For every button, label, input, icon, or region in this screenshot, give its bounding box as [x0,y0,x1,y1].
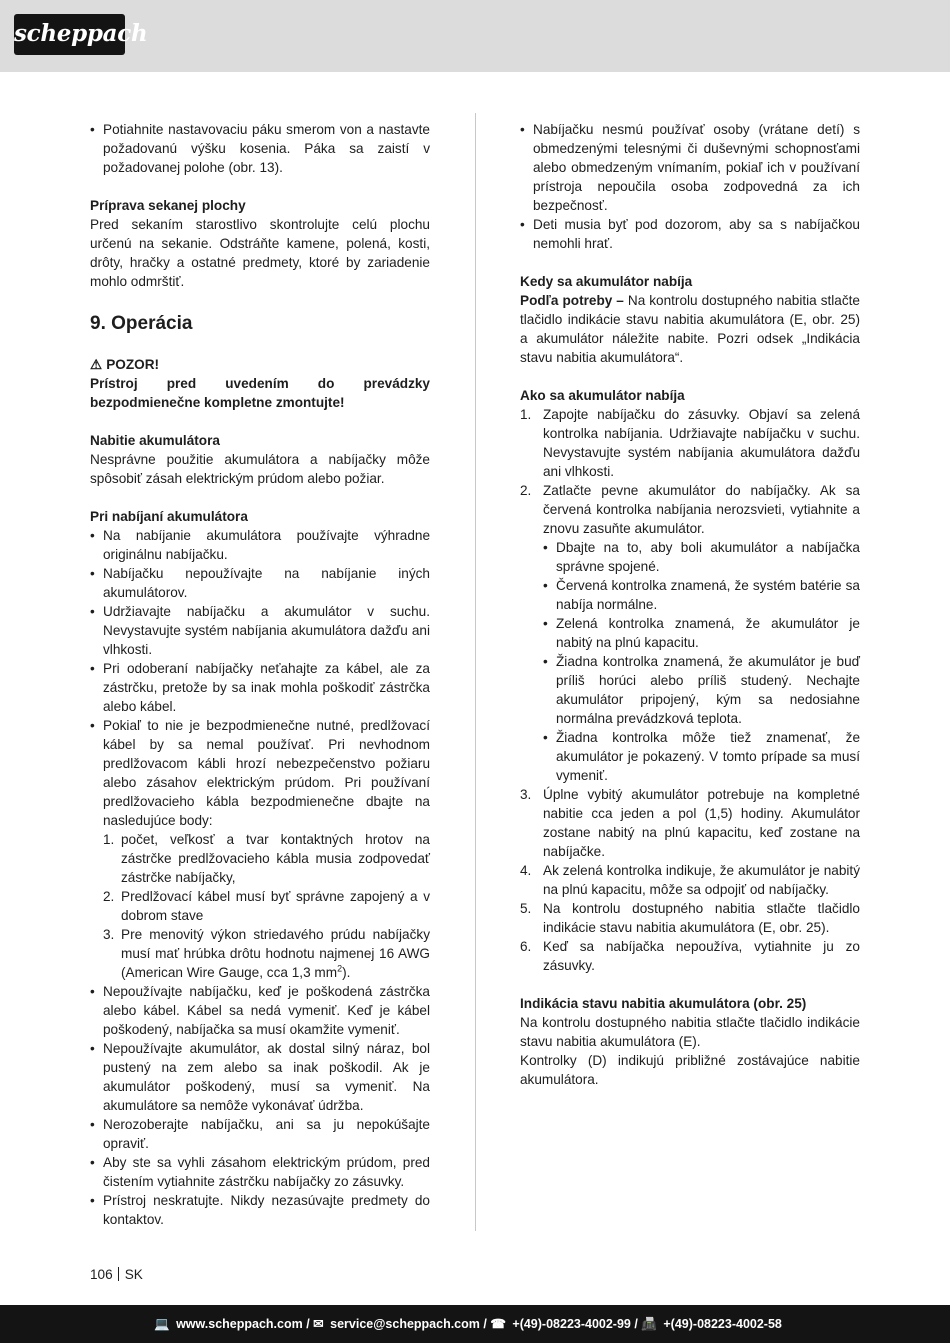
paragraph: Nesprávne použitie akumulátora a nabíjačky môže spôsobiť zásah elektrickým prúdom alebo požiar. [90,452,430,486]
bullet-list [543,538,860,785]
item-number: 4. [520,863,532,878]
list-item [103,925,430,982]
fax-icon: 📠 [641,1317,657,1331]
paragraph: Kontrolky (D) indikujú približné zostávajúce nabitie akumulátora. [520,1053,860,1087]
item-text: Zapojte nabíjačku do zásuvky. Objaví sa zelená kontrolka nabíjania. Udržiavajte nabíjačku v suchu. Nevystavujte systém nabíjania akumulátora dažďu ani vlhkosti. [543,407,860,479]
item-text: Zatlačte pevne akumulátor do nabíjačky. Ak sa červená kontrolka nabíjania nerozsvieti, vytiahnite a znovu zasuňte akumulátor. [543,483,860,536]
list-item [520,861,860,899]
header-bar [0,0,950,72]
paragraph-text: Na kontrolu dostupného nabitia stlačte tlačidlo indikácie stavu nabitia akumulátora (E, obr. 25) a akumulátor náležite nabite. Pozri odsek „Indikácia stavu nabitia akumulátora“. [520,293,860,365]
page-number: 106 [90,1267,113,1282]
numbered-list [103,830,430,982]
paragraph [520,291,860,367]
list-item: • Žiadna kontrolka môže tiež znamenať, že akumulátor je pokazený. V tomto prípade sa musí vymeniť. [543,728,860,785]
list-item: • Pri odoberaní nabíjačky neťahajte za kábel, ale za zástrčku, pretože by sa inak mohla poškodiť zástrčka alebo kábel. [90,659,430,716]
footer-separator [118,1267,119,1281]
list-item: • Nerozoberajte nabíjačku, ani sa ju nepokúšajte opraviť. [90,1115,430,1153]
list-item [520,481,860,785]
paragraph: Na kontrolu dostupného nabitia stlačte tlačidlo indikácie stavu nabitia akumulátora (E). [520,1015,860,1049]
list-item: • Deti musia byť pod dozorom, aby sa s nabíjačkou nemohli hrať. [520,215,860,253]
item-text: Ak zelená kontrolka indikuje, že akumulátor je nabitý na plnú kapacitu, môže sa odpojiť od nabíjačky. [543,863,860,897]
list-item: • Žiadna kontrolka znamená, že akumulátor je buď príliš horúci alebo príliš studený. Nechajte akumulátor pripojený, kým sa nedosiahne normálna prevádzková teplota. [543,652,860,728]
item-text: počet, veľkosť a tvar kontaktných hrotov na zástrčke predlžovacieho kábla musia zodpovedať zástrčke nabíjačky, [121,832,430,885]
list-item: • Na nabíjanie akumulátora používajte výhradne originálnu nabíjačku. [90,526,430,564]
language-code: SK [124,1267,143,1282]
computer-icon: 💻 [154,1317,170,1331]
item-number: 2. [103,889,115,904]
section-heading: Kedy sa akumulátor nabíja [520,274,693,289]
numbered-list [520,405,860,975]
paragraph: Pred sekaním starostlivo skontrolujte celú plochu určenú na sekanie. Odstráňte kamene, polená, kosti, drôty, hračky a ostatné predmety, ktoré by zariadenie mohlo odmrštiť. [90,217,430,289]
list-item: • Červená kontrolka znamená, že systém batérie sa nabíja normálne. [543,576,860,614]
superscript: 2 [337,963,343,974]
list-item: • Zelená kontrolka znamená, že akumulátor je nabitý na plnú kapacitu. [543,614,860,652]
warning-label: POZOR! [106,357,160,372]
list-item [103,887,430,925]
list-item: • Dbajte na to, aby boli akumulátor a nabíjačka správne spojené. [543,538,860,576]
list-item [520,405,860,481]
item-text: Na kontrolu dostupného nabitia stlačte tlačidlo indikácie stavu nabitia akumulátora (E, obr. 25). [543,901,860,935]
item-text: Úplne vybitý akumulátor potrebuje na kompletné nabitie cca jeden a pol (1,5) hodiny. Akumulátor zostane nabitý na plnú kapacitu, keď zostane na nabíjačke. [543,787,860,859]
list-item: • Nabíjačku nepoužívajte na nabíjanie iných akumulátorov. [90,564,430,602]
phone-icon: ☎ [490,1317,506,1331]
item-number: 1. [520,407,532,422]
section-heading: Nabitie akumulátora [90,433,220,448]
bullet-list [90,526,430,1229]
list-item [103,830,430,887]
item-text: Predlžovací kábel musí byť správne zapojený a v dobrom stave [121,889,430,923]
warning-text: Prístroj pred uvedením do prevádzky bezpodmienečne kompletne zmontujte! [90,376,430,410]
item-text: Keď sa nabíjačka nepoužíva, vytiahnite ju zo zásuvky. [543,939,860,973]
bullet-list [520,120,860,253]
item-number: 2. [520,483,532,498]
contact-bar [0,1305,950,1343]
list-item [520,899,860,937]
item-number: 3. [103,927,115,942]
email-link[interactable]: service@scheppach.com / [330,1317,487,1331]
list-item: • Udržiavajte nabíjačku a akumulátor v suchu. Nevystavujte systém nabíjania akumulátora dažďu ani vlhkosti. [90,602,430,659]
item-number: 5. [520,901,532,916]
section-heading: Príprava sekanej plochy [90,198,246,213]
list-item: • Nepoužívajte nabíjačku, keď je poškodená zástrčka alebo kábel. Kábel sa nedá vymeniť. Keď je kábel poškodený, nabíjačka sa musí okamžite vymeniť. [90,982,430,1039]
list-item: • Nepoužívajte akumulátor, ak dostal silný náraz, bol pustený na zem alebo sa inak poškodil. Ak je akumulátor poškodený, musí sa vymeniť. Na akumulátore sa nemôže vykonávať údržba. [90,1039,430,1115]
column-divider [475,113,476,1231]
chapter-title: 9. Operácia [90,313,193,334]
list-item: • Nabíjačku nesmú používať osoby (vrátane detí) s obmedzenými telesnými či duševnými schopnosťami alebo obmedzeným vnímaním, pokiaľ ich v používaní prístroja nepoučila osoba zodpovedná za ich bezpečnosť. [520,120,860,215]
item-number: 6. [520,939,532,954]
list-item: • Potiahnite nastavovaciu páku smerom von a nastavte požadovanú výšku kosenia. Páka sa zaistí v požadovanej polohe (obr. 13). [90,120,430,177]
item-text: ). [342,965,351,980]
scheppach-logo: scheppach [14,14,125,55]
list-item [90,716,430,982]
warning-icon: ⚠ [90,357,103,372]
list-item: • Prístroj neskratujte. Nikdy nezasúvajte predmety do kontaktov. [90,1191,430,1229]
list-item-text: Pokiaľ to nie je bezpodmienečne nutné, predlžovací kábel by sa nemal používať. Pri nevhodnom predlžovacom kábli hrozí nebezpečenstvo požiaru alebo zásahov elektrickým prúdom. Pri používaní predlžovacieho kábla bezpodmienečne dbajte na nasledujúce body: [103,718,430,828]
section-heading: Ako sa akumulátor nabíja [520,388,685,403]
bold-lead: Podľa potreby – [520,293,624,308]
item-number: 3. [520,787,532,802]
list-item: • Aby ste sa vyhli zásahom elektrickým prúdom, pred čistením vytiahnite zástrčku nabíjačky zo zásuvky. [90,1153,430,1191]
section-heading: Pri nabíjaní akumulátora [90,509,248,524]
item-text: Pre menovitý výkon striedavého prúdu nabíjačky musí mať hrúbka drôtu hodnotu najmenej 16 AWG (American Wire Gauge, cca 1,3 mm [121,927,430,980]
item-number: 1. [103,832,115,847]
phone-number: +(49)-08223-4002-99 / [512,1317,638,1331]
list-item [520,937,860,975]
website-link[interactable]: www.scheppach.com / [176,1317,310,1331]
page-footer [90,1265,143,1284]
warning-heading [90,355,430,374]
section-heading: Indikácia stavu nabitia akumulátora (obr. 25) [520,996,807,1011]
left-column [90,120,430,1229]
right-column [520,120,860,1089]
mail-icon: ✉ [313,1317,324,1331]
list-item [520,785,860,861]
fax-number: +(49)-08223-4002-58 [663,1317,782,1331]
